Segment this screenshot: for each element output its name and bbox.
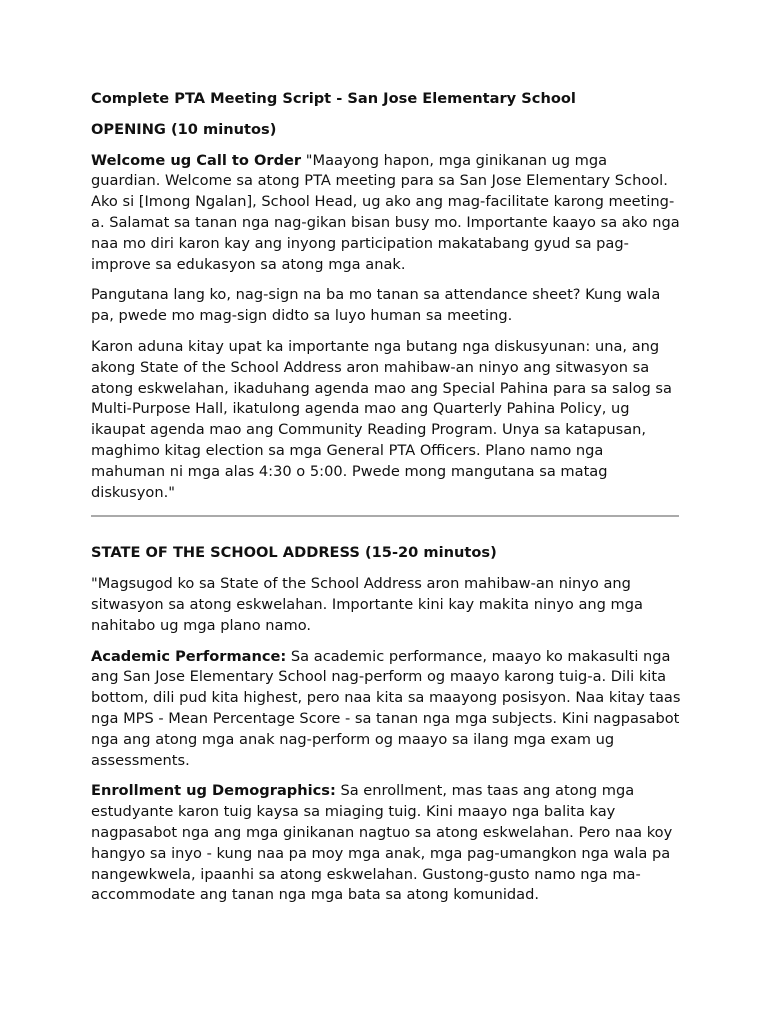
welcome-paragraph bbox=[91, 151, 681, 276]
academic-text: Sa academic performance, maayo ko makasulti nga ang San Jose Elementary School nag-perform og maayo karong tuig-a. Dili kita bottom, dili pud kita highest, pero naa kita sa maayong posisyon. Naa kitay taas nga MPS - Mean Percentage Score - sa tanan nga mga subjects. Kini nagpasabot nga ang atong mga anak nag-perform og maayo sa ilang mga exam ug assessments. bbox=[91, 647, 681, 769]
welcome-lead: Welcome ug Call to Order bbox=[91, 151, 302, 169]
enrollment-lead: Enrollment ug Demographics: bbox=[91, 782, 336, 800]
enrollment-paragraph bbox=[91, 781, 681, 906]
academic-lead: Academic Performance: bbox=[91, 647, 287, 665]
document-title: Complete PTA Meeting Script - San Jose Elementary School bbox=[91, 90, 576, 107]
state-intro-paragraph: "Magsugod ko sa State of the School Address aron mahibaw-an ninyo ang sitwasyon sa atong eskwelahan. Importante kini kay makita ninyo ang mga nahitabo ug mga plano namo. bbox=[91, 575, 643, 634]
state-address-heading: STATE OF THE SCHOOL ADDRESS (15-20 minutos) bbox=[91, 544, 497, 562]
enrollment-text: Sa enrollment, mas taas ang atong mga estudyante karon tuig kaysa sa miaging tuig. Kini maayo nga balita kay nagpasabot nga ang mga ginikanan nagtuo sa atong eskwelahan. Pero naa koy hangyo sa inyo - kung naa pa moy mga anak, mga pag-umangkon nga wala pa nangewkwela, ipaanhi sa atong eskwelahan. Gustong-gusto namo nga ma-accommodate ang tanan nga mga bata sa atong komunidad. bbox=[91, 782, 673, 904]
agenda-paragraph: Karon aduna kitay upat ka importante nga butang nga diskusyunan: una, ang akong State of the School Address aron mahibaw-an ninyo ang sitwasyon sa atong eskwelahan, ikaduhang agenda mao ang Special Pahina para sa salog sa Multi-Purpose Hall, ikatulong agenda mao ang Quarterly Pahina Policy, ug ikaupat agenda mao ang Community Reading Program. Unya sa katapusan, maghimo kitag election sa mga General PTA Officers. Plano namo nga mahuman ni mga alas 4:30 o 5:00. Pwede mong mangutana sa matag diskusyon." bbox=[91, 337, 672, 501]
attendance-paragraph: Pangutana lang ko, nag-sign na ba mo tanan sa attendance sheet? Kung wala pa, pwede mo mag-sign didto sa luyo human sa meeting. bbox=[91, 286, 661, 325]
opening-heading: OPENING (10 minutos) bbox=[91, 120, 277, 138]
document-page bbox=[91, 89, 681, 916]
section-divider bbox=[91, 515, 679, 517]
welcome-text: "Maayong hapon, mga ginikanan ug mga guardian. Welcome sa atong PTA meeting para sa San Jose Elementary School. Ako si [Imong Ngalan], School Head, ug ako ang mag-facilitate karong meeting-a. Salamat sa tanan nga nag-gikan bisan busy mo. Importante kaayo sa ako nga naa mo diri karon kay ang inyong participation makatabang gyud sa pag-improve sa edukasyon sa atong mga anak. bbox=[91, 151, 680, 273]
academic-paragraph bbox=[91, 647, 681, 772]
